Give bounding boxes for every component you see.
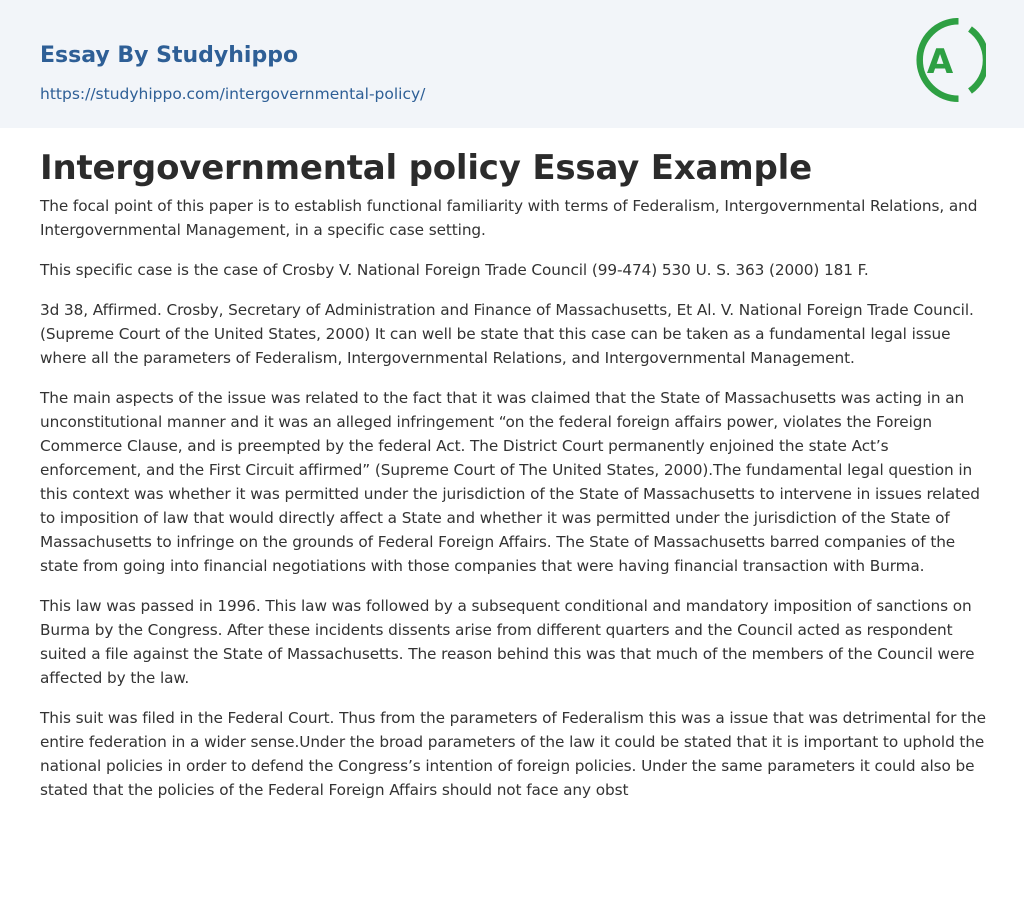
site-brand[interactable]: Essay By Studyhippo bbox=[40, 43, 299, 68]
article-paragraph: The main aspects of the issue was related to the fact that it was claimed that the State of Massachusetts was acting in an unconstitutional manner and it was an alleged infringement “on the federal foreign affairs power, violates the Foreign Commerce Clause, and is preempted by the federal Act. The District Court permanently enjoined the state Act’s enforcement, and the First Circuit affirmed” (Supreme Court of The United States, 2000).The fundamental legal question in this context was whether it was permitted under the jurisdiction of the State of Massachusetts to intervene in issues related to imposition of law that would directly affect a State and whether it was permitted under the jurisdiction of the State of Massachusetts to infringe on the grounds of Federal Foreign Affairs. The State of Massachusetts barred companies of the state from going into financial negotiations with those companies that were having financial transaction with Burma. bbox=[40, 389, 980, 575]
article-body bbox=[40, 194, 986, 802]
article bbox=[40, 128, 986, 818]
article-paragraph: This suit was filed in the Federal Court. Thus from the parameters of Federalism this was a issue that was detrimental for the entire federation in a wider sense.Under the broad parameters of the law it could be stated that it is important to uphold the national policies in order to defend the Congress’s intention of foreign policies. Under the same parameters it could also be stated that the policies of the Federal Foreign Affairs should not face any obst bbox=[40, 709, 986, 799]
page-url-link[interactable]: https://studyhippo.com/intergovernmental-policy/ bbox=[40, 85, 426, 103]
site-header bbox=[0, 0, 1024, 128]
article-paragraph: The focal point of this paper is to establish functional familiarity with terms of Federalism, Intergovernmental Relations, and Intergovernmental Management, in a specific case setting. bbox=[40, 197, 978, 239]
article-title: Intergovernmental policy Essay Example bbox=[40, 148, 812, 188]
article-paragraph: This law was passed in 1996. This law was followed by a subsequent conditional and mandatory imposition of sanctions on Burma by the Congress. After these incidents dissents arise from different quarters and the Council acted as respondent suited a file against the State of Massachusetts. The reason behind this was that much of the members of the Council were affected by the law. bbox=[40, 597, 975, 687]
studyhippo-logo-icon[interactable] bbox=[912, 18, 986, 106]
article-paragraph: This specific case is the case of Crosby V. National Foreign Trade Council (99-474) 530 U. S. 363 (2000) 181 F. bbox=[40, 261, 869, 279]
logo-letter: A bbox=[926, 42, 954, 82]
article-paragraph: 3d 38, Affirmed. Crosby, Secretary of Administration and Finance of Massachusetts, Et Al. V. National Foreign Trade Council. (Supreme Court of the United States, 2000) It can well be state that this case can be taken as a fundamental legal issue where all the parameters of Federalism, Intergovernmental Relations, and Intergovernmental Management. bbox=[40, 301, 974, 367]
